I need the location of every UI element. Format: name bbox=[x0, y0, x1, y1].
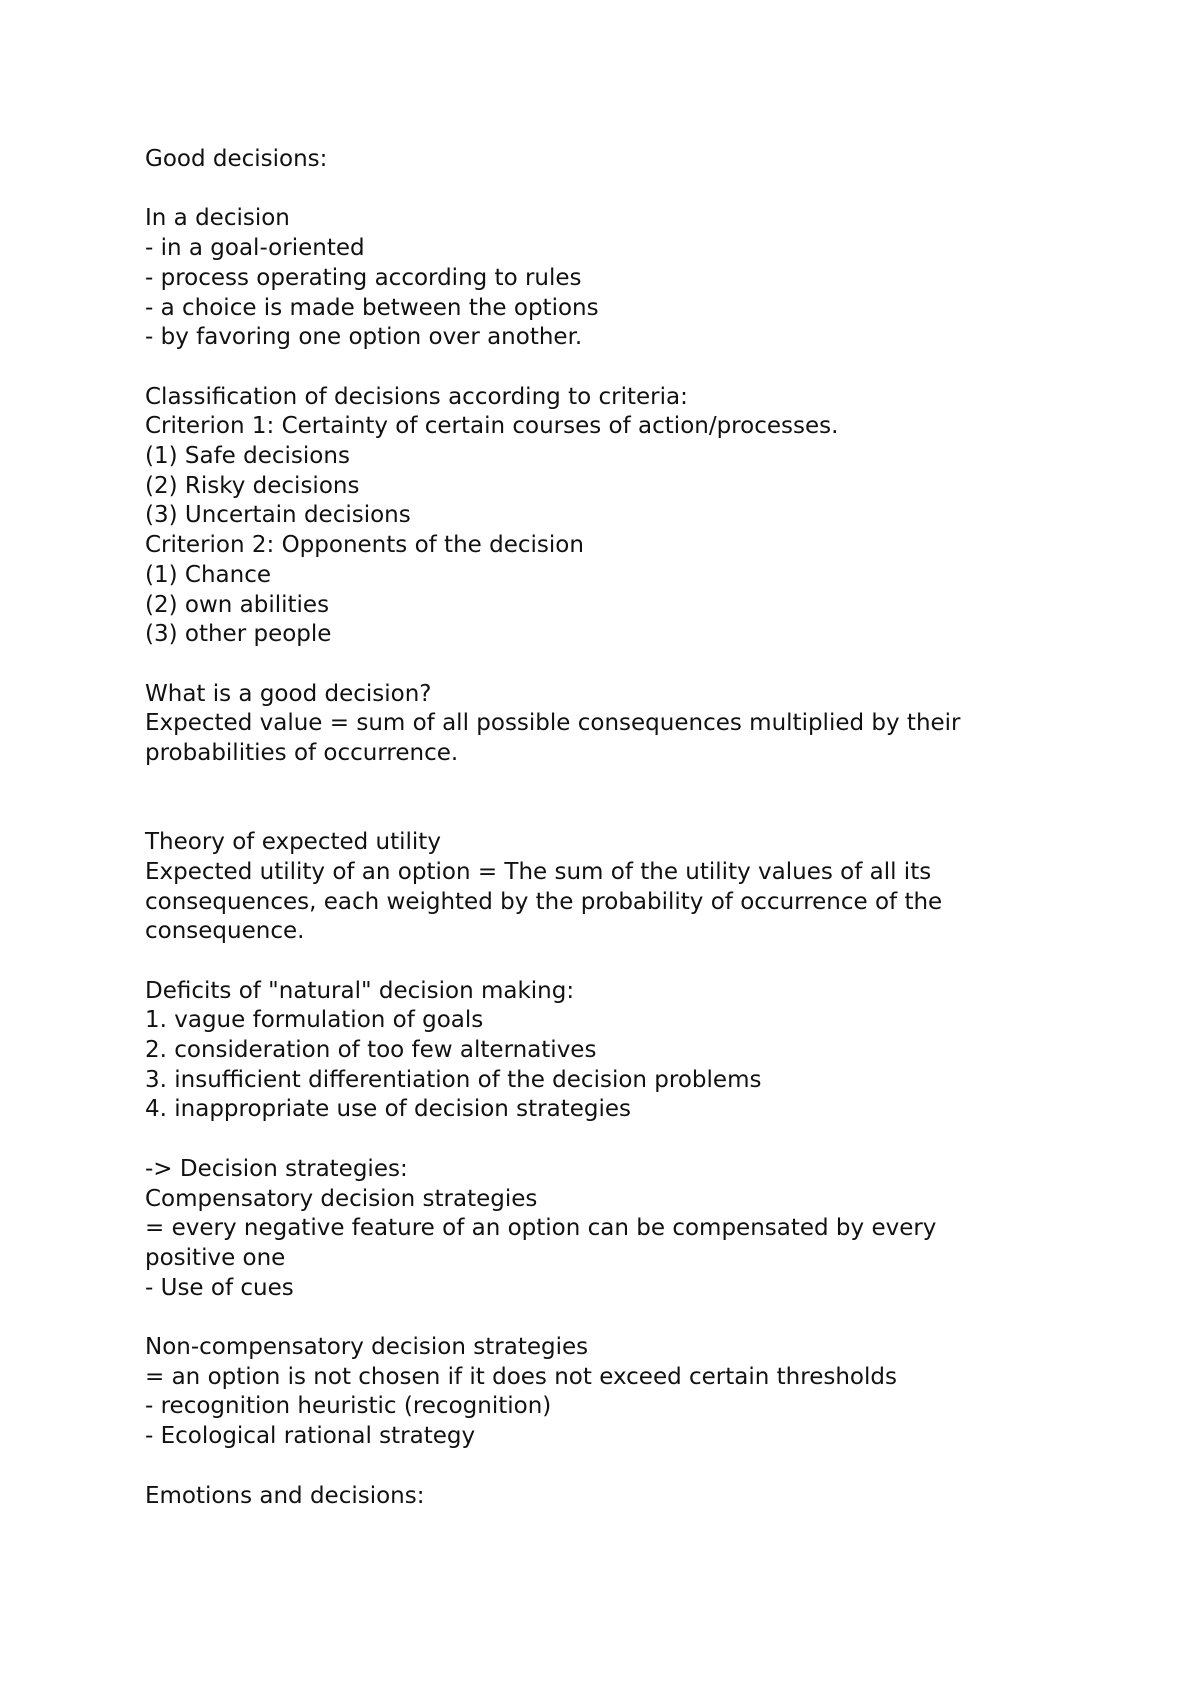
text-line: Classification of decisions according to criteria: bbox=[145, 383, 688, 410]
text-line: Deficits of "natural" decision making: bbox=[145, 977, 575, 1004]
text-line: - in a goal-oriented bbox=[145, 235, 365, 262]
text-line: consequence. bbox=[145, 918, 305, 945]
text-line: = every negative feature of an option can be compensated by every bbox=[145, 1215, 937, 1242]
text-line: Theory of expected utility bbox=[145, 829, 441, 856]
text-line: (3) Uncertain decisions bbox=[145, 502, 411, 529]
text-line: - process operating according to rules bbox=[145, 264, 582, 291]
document-body bbox=[145, 145, 1045, 1511]
text-line: What is a good decision? bbox=[145, 680, 432, 707]
blank-line bbox=[145, 175, 1045, 205]
text-line: (3) other people bbox=[145, 621, 332, 648]
text-line: Non-compensatory decision strategies bbox=[145, 1334, 589, 1360]
text-line: (2) own abilities bbox=[145, 591, 330, 618]
text-line: = an option is not chosen if it does not exceed certain thresholds bbox=[145, 1363, 897, 1390]
blank-line bbox=[145, 353, 1045, 383]
text-line: (2) Risky decisions bbox=[145, 472, 360, 499]
blank-line bbox=[145, 798, 1045, 828]
text-line: Good decisions: bbox=[145, 146, 328, 172]
blank-line bbox=[145, 650, 1045, 680]
text-line: - recognition heuristic (recognition) bbox=[145, 1393, 552, 1420]
text-line: (1) Safe decisions bbox=[145, 443, 350, 469]
text-line: Emotions and decisions: bbox=[145, 1482, 425, 1509]
blank-line bbox=[145, 1303, 1045, 1333]
text-line: 1. vague formulation of goals bbox=[145, 1007, 484, 1034]
text-line: 4. inappropriate use of decision strategies bbox=[145, 1096, 632, 1123]
blank-line bbox=[145, 1125, 1045, 1155]
text-line: Expected value = sum of all possible consequences multiplied by their bbox=[145, 710, 961, 737]
text-line: - a choice is made between the options bbox=[145, 294, 599, 321]
text-line: - Use of cues bbox=[145, 1274, 294, 1301]
text-line: probabilities of occurrence. bbox=[145, 740, 459, 767]
blank-line bbox=[145, 1452, 1045, 1482]
text-line: 2. consideration of too few alternatives bbox=[145, 1037, 597, 1063]
text-line: -> Decision strategies: bbox=[145, 1155, 408, 1182]
text-line: Compensatory decision strategies bbox=[145, 1185, 538, 1212]
blank-line bbox=[145, 947, 1045, 977]
text-line: 3. insufficient differentiation of the decision problems bbox=[145, 1066, 762, 1093]
text-line: positive one bbox=[145, 1244, 286, 1271]
blank-line bbox=[145, 769, 1045, 799]
text-line: consequences, each weighted by the probability of occurrence of the bbox=[145, 888, 943, 915]
text-line: Expected utility of an option = The sum of the utility values of all its bbox=[145, 858, 932, 885]
text-line: (1) Chance bbox=[145, 561, 271, 588]
text-line: Criterion 1: Certainty of certain courses of action/processes. bbox=[145, 413, 839, 440]
text-line: In a decision bbox=[145, 205, 290, 232]
text-line: - Ecological rational strategy bbox=[145, 1423, 476, 1450]
text-line: - by favoring one option over another. bbox=[145, 324, 583, 351]
text-line: Criterion 2: Opponents of the decision bbox=[145, 532, 584, 559]
